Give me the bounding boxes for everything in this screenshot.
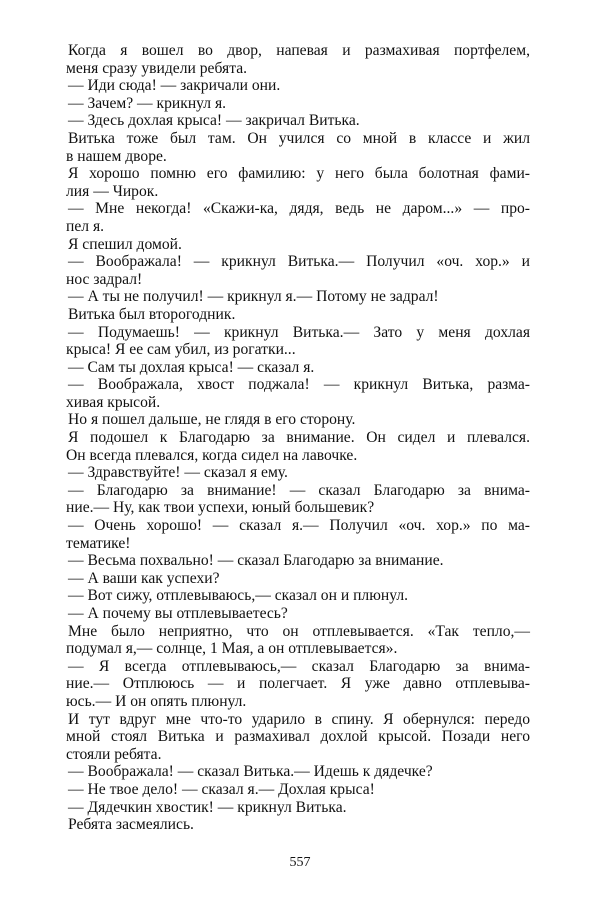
text-line: — А ты не получил! — крикнул я.— Потому не задрал! (68, 288, 439, 306)
page-number: 557 (289, 855, 311, 870)
text-line: — Подумаешь! — крикнул Витька.— Зато у меня дохлая (68, 323, 530, 341)
text-line: в нашем дворе. (66, 147, 167, 165)
text-line: меня сразу увидели ребята. (66, 59, 248, 77)
text-line: Но я пошел дальше, не глядя в его сторону. (68, 411, 356, 429)
book-page-text (66, 42, 530, 834)
text-line: ние.— Ну, как твои успехи, юный большевик? (66, 499, 375, 517)
text-line: тематике! (66, 534, 131, 552)
text-line: — Дядечкин хвостик! — крикнул Витька. (68, 798, 347, 816)
text-line: — Иди сюда! — закричали они. (68, 77, 281, 95)
text-line: — Весьма похвально! — сказал Благодарю за внимание. (68, 552, 444, 570)
text-line: подумал я,— солнце, 1 Мая, а он отплевывается». (66, 640, 398, 658)
text-line: Я подошел к Благодарю за внимание. Он сидел и плевался. (68, 429, 530, 447)
text-line: — Мне некогда! «Скажи-ка, дядя, ведь не даром...» — про- (68, 200, 530, 218)
text-line: Витька тоже был там. Он учился со мной в классе и жил (68, 129, 530, 147)
text-line: — Здравствуйте! — сказал я ему. (68, 464, 288, 482)
text-line: нос задрал! (66, 270, 143, 288)
text-line: пел я. (66, 217, 105, 235)
text-line: — Здесь дохлая крыса! — закричал Витька. (68, 112, 360, 130)
text-line: Я хорошо помню его фамилию: у него была болотная фами- (68, 165, 530, 183)
text-line: — Благодарю за внимание! — сказал Благодарю за внима- (68, 481, 530, 499)
text-line: — Зачем? — крикнул я. (68, 94, 227, 112)
text-line: стояли ребята. (66, 745, 162, 763)
text-line: — Воображала! — крикнул Витька.— Получил «оч. хор.» и (68, 253, 530, 271)
text-line: — Воображала, хвост поджала! — крикнул Витька, разма- (68, 376, 530, 394)
text-line: Когда я вошел во двор, напевая и размахивая портфелем, (68, 42, 530, 59)
text-line: Он всегда плевался, когда сидел на лавочке. (66, 446, 358, 464)
text-line: — Очень хорошо! — сказал я.— Получил «оч. хор.» по ма- (68, 517, 530, 535)
text-line: ние.— Отплююсь — и полегчает. Я уже давно отплевыва- (66, 675, 530, 693)
text-line: — А почему вы отплевываетесь? (68, 605, 288, 622)
text-line: лия — Чирок. (66, 182, 159, 200)
text-line: — А ваши как успехи? (68, 569, 220, 587)
text-line: — Сам ты дохлая крыса! — сказал я. (68, 358, 315, 376)
text-line: — Воображала! — сказал Витька.— Идешь к дядечке? (68, 763, 433, 781)
text-line: крыса! Я ее сам убил, из рогатки... (66, 341, 296, 359)
text-line: И тут вдруг мне что-то ударило в спину. Я обернулся: передо (68, 710, 530, 728)
text-line: — Не твое дело! — сказал я.— Дохлая крыса! (68, 780, 375, 798)
text-line: Витька был второгодник. (68, 305, 236, 323)
text-line: мной стоял Витька и размахивал дохлой крысой. Позади него (66, 728, 530, 746)
text-line: хивая крысой. (66, 393, 161, 411)
text-line: Я спешил домой. (68, 235, 182, 253)
text-line: — Вот сижу, отплевываюсь,— сказал он и плюнул. (68, 587, 408, 605)
text-line: — Я всегда отплевываюсь,— сказал Благодарю за внима- (68, 657, 530, 675)
text-line: Ребята засмеялись. (68, 816, 194, 834)
text-line: юсь.— И он опять плюнул. (66, 692, 247, 710)
text-line: Мне было неприятно, что он отплевывается. «Так тепло,— (68, 622, 530, 640)
